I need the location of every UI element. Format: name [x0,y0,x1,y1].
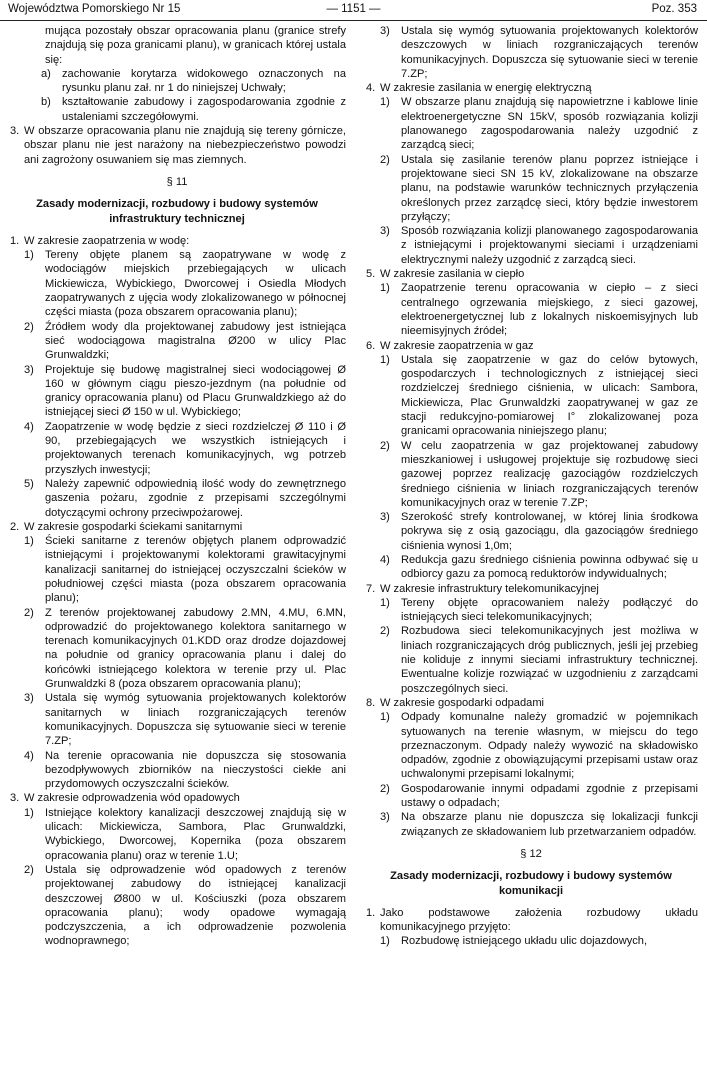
item-text: Tereny objęte opracowaniem należy podłączyć do istniejących sieci telekomunikacyjnych; [401,596,698,624]
sub-list-item [364,782,698,811]
item-number: 3) [24,363,34,376]
item-text: Zaopatrzenie terenu opracowania w ciepło – z sieci centralnego ogrzewania miejskiego, z sieci gazowej, elektroenergetycznej lub z lokalnych niskoemisyjnych lub nieemisyjnych źródeł; [401,282,698,338]
item-text: Zaopatrzenie w wodę będzie z sieci rozdzielczej Ø 110 i Ø 90, przebiegających we wszystkich istniejących i projektowanych terenach komunikacyjnych, wg potrzeb przyszłych inwestycji; [45,420,346,476]
item-number: 3) [380,511,390,524]
sub-list-item [8,420,346,477]
sub-list-item [8,691,346,748]
list-item [364,339,698,353]
list-item [364,582,698,596]
list-item [364,81,698,95]
item-text: Na obszarze planu nie dopuszcza się lokalizacji funkcji związanych ze składowaniem lub przetwarzaniem odpadów. [401,811,698,838]
item-number: 5) [24,477,34,490]
sub-list-item [8,320,346,363]
item-number: 2) [24,320,34,333]
sub-list-item [364,596,698,625]
item-text: W zakresie odprowadzenia wód opadowych [24,792,240,805]
item-number: 1. [366,906,376,919]
sub-list-item [364,224,698,267]
item-number: 6. [366,339,376,352]
item-text: Szerokość strefy kontrolowanej, w której linia środkowa pokrywa się z osią gazociągu, dla gazociągów średniego ciśnienia wynosi 1,0m; [401,511,698,552]
item-number: a) [41,67,51,80]
item-text: W zakresie zaopatrzenia w gaz [380,339,534,352]
list-item [8,124,346,167]
item-text: W zakresie infrastruktury telekomunikacyjnej [380,582,599,595]
item-text: kształtowanie zabudowy i zagospodarowania zgodnie z ustaleniami szczegółowymi. [62,96,346,123]
right-column [364,24,698,949]
item-number: b) [41,96,51,109]
list-item [364,906,698,935]
sub-list-item [8,863,346,949]
item-number: 1. [10,234,20,247]
journal-title: Województwa Pomorskiego Nr 15 [8,3,181,15]
item-number: 2) [24,863,34,876]
item-number: 1) [24,249,34,262]
item-number: 2) [380,439,390,452]
sub-list-item [364,553,698,582]
sub-list-item [364,624,698,695]
item-text: Redukcja gazu średniego ciśnienia powinna odbywać się u odbiorcy gazu za pomocą reduktorów indywidualnych; [401,553,698,581]
item-number: 2. [10,520,20,533]
item-text: Źródłem wody dla projektowanej zabudowy jest istniejąca sieć wodociągowa magistralna Ø200 w ulicy Plac Grunwaldzki; [45,320,346,362]
item-text: Projektuje się budowę magistralnej sieci wodociągowej Ø 160 w głównym ciągu pieszo-jezdnym (na południe od granicy opracowania planu) od Placu Grunwaldzkiego aż do istniejącej sieci Ø 150 w ul. Wybickiego; [45,363,346,419]
sub-list-item [8,363,346,420]
sub-sub-list-item [8,95,346,124]
item-text: W celu zaopatrzenia w gaz projektowanej zabudowy mieszkaniowej i usługowej projektuje się rozbudowę sieci gazowej poprzez realizację gazociągów rozdzielczych średniego ciśnienia w liniach rozgraniczających terenów komunikacyjnych oraz w terenie 7.ZP; [401,439,698,509]
item-number: 1) [380,282,390,295]
item-number: 7. [366,582,376,595]
item-text: Istniejące kolektory kanalizacji deszczowej znajdują się w ulicach: Mickiewicza, Sambora, Plac Grunwaldzki, Wybickiego, Dworcowej, Kopernika (poza obszarem opracowania planu) oraz w terenie 1.U; [45,806,346,862]
item-text: W zakresie zasilania w ciepło [380,268,525,281]
item-text: Ustala się wymóg sytuowania projektowanych kolektorów deszczowych w liniach rozgraniczających terenów komunikacyjnych. Dopuszcza się sytuowanie sieci w terenie 7.ZP; [401,25,698,80]
page-number: — 1151 — [326,3,381,15]
item-number: 4) [24,420,34,433]
item-number: 3) [380,225,390,238]
section-title: Zasady modernizacji, rozbudowy i budowy systemów infrastruktury technicznej [36,198,318,225]
item-text: Tereny objęte planem są zaopatrywane w wodę z wodociągów miejskich przebiegających w ulicach Mickiewicza, Wybickiego, Dworcowej i Osiedla Młodych zaopatrywanych z ujęcia wody zlokalizowanego w północnej części miasta (poza obszarem opracowania planu); [45,249,346,319]
item-text: Sposób rozwiązania kolizji planowanego zagospodarowania z istniejącymi i projektowanymi sieciami i urządzeniami elektrycznymi należy uzgodnić z zarządcą sieci. [401,225,698,266]
left-column [8,24,346,949]
item-text: zachowanie korytarza widokowego oznaczonych na rysunku planu zał. nr 1 do niniejszej Uchwały; [62,67,346,95]
item-number: 1) [380,596,390,609]
item-number: 2) [24,606,34,619]
list-item [8,791,346,805]
item-number: 1) [380,935,390,948]
item-text: Gospodarowanie innymi odpadami zgodnie z przepisami ustawy o odpadach; [401,782,698,810]
item-text: Ścieki sanitarne z terenów objętych planem odprowadzić istniejącymi i projektowanymi kolektorami grawitacyjnymi kanalizacji sanitarnej do istniejącej oczyszczalni ścieków w południowej części miasta (poza obszarem opracowania planu); [45,535,346,605]
item-number: 2) [380,782,390,795]
position-number: Poz. 353 [651,3,697,15]
item-text: Ustala się zaopatrzenie w gaz do celów bytowych, gospodarczych i technologicznych z istniejącej sieci rozdzielczej średniego ciśnienia, w ulicach: Sambora, Mickiewicza, Plac Grunwaldzki zaopatrywanej w gaz ze stacji redukcyjno-pomiarowej I° zlokalizowanej poza granicami opracowania niniejszego planu; [401,353,698,438]
item-text: Należy zapewnić odpowiednią ilość wody do zewnętrznego gaszenia pożaru, zgodnie z przepisami szczególnymi dotyczącymi ochrony przeciwpożarowej. [45,477,346,519]
item-text: Ustala się wymóg sytuowania projektowanych kolektorów sanitarnych w liniach rozgraniczających terenów komunikacyjnych. Dopuszcza się sytuowanie sieci w terenie 7.ZP; [45,692,346,748]
item-number: 4) [24,749,34,762]
item-number: 1) [380,353,390,366]
list-item [364,267,698,281]
section-title: Zasady modernizacji, rozbudowy i budowy systemów komunikacji [390,870,672,897]
sub-list-item [364,934,698,948]
item-text: W zakresie zasilania w energię elektryczną [380,82,592,95]
page-header [0,0,707,21]
item-number: 4. [366,82,376,95]
item-number: 2) [380,625,390,638]
item-text: Jako podstawowe założenia rozbudowy układu komunikacyjnego przyjęto: [380,906,698,934]
sub-list-item [364,24,698,81]
sub-list-item [8,248,346,319]
item-text: Na terenie opracowania nie dopuszcza się stosowania bezodpływowych zbiorników na nieczystości ciekłe ani przydomowych oczyszczalni ścieków. [45,749,346,791]
paragraph-continuation: mująca pozostały obszar opracowania planu (granice strefy znajdują się poza granicami planu), w granicach której ustala się: [45,25,346,66]
item-number: 2) [380,153,390,166]
item-text: W zakresie gospodarki odpadami [380,696,545,709]
item-number: 1) [380,96,390,109]
item-number: 8. [366,696,376,709]
sub-list-item [364,710,698,781]
sub-list-item [364,95,698,152]
item-number: 3) [380,25,390,37]
sub-list-item [364,510,698,553]
section-number: § 12 [520,847,542,860]
section-number: § 11 [166,175,188,188]
sub-sub-list-item [8,67,346,96]
sub-list-item [8,477,346,520]
list-item [364,696,698,710]
item-text: W obszarze opracowania planu nie znajdują się tereny górnicze, obszar planu nie jest narażony na niebezpieczeństwo powodzi ani zagrożony osuwaniem się mas ziemnych. [24,125,346,166]
item-text: Rozbudowa sieci telekomunikacyjnych jest możliwa w liniach rozgraniczających dróg publicznych, jeśli jej przebieg nie koliduje z innymi sieciami infrastruktury technicznej. Ewentualne kolizje rozwiązać w uzgodnieniu z zarządcami poszczególnych sieci. [401,625,698,695]
list-item [8,234,346,248]
item-text: Odpady komunalne należy gromadzić w pojemnikach sytuowanych na terenie własnym, w miejscu do tego przeznaczonym. Odpady należy wywozić na składowisko odpadów, zgodnie z obowiązującymi przepisami ustaw oraz uchwalonymi przepisami lokalnymi; [401,711,698,781]
sub-list-item [364,281,698,338]
item-number: 3) [380,811,390,824]
item-text: W zakresie gospodarki ściekami sanitarnymi [24,520,243,533]
sub-list-item [8,534,346,605]
sub-list-item [364,153,698,224]
list-item [8,520,346,534]
item-text: Rozbudowę istniejącego układu ulic dojazdowych, [401,935,648,948]
item-text: W zakresie zaopatrzenia w wodę: [24,234,190,247]
sub-list-item [364,810,698,839]
item-number: 1) [24,535,34,548]
item-number: 3) [24,692,34,705]
item-number: 1) [380,711,390,724]
item-number: 4) [380,553,390,566]
sub-list-item [8,606,346,692]
sub-list-item [364,439,698,510]
item-number: 3. [10,792,20,805]
item-number: 1) [24,806,34,819]
item-text: Ustala się zasilanie terenów planu poprzez istniejące i projektowane sieci SN 15 kV, zlokalizowane na obszarze planu, na podstawie warunków technicznych przyłączenia określonych przez zarządcę sieci, który będzie inwestorem przyłączy; [401,153,698,223]
item-text: Ustala się odprowadzenie wód opadowych z terenów projektowanej zabudowy do istniejącej kanalizacji deszczowej Ø800 w ul. Kościuszki (poza obszarem opracowania planu); wody opadowe wymagają podczyszczenia, a ich odprowadzenie pozwolenia wodnoprawnego; [45,863,346,948]
item-number: 5. [366,268,376,281]
sub-list-item [8,749,346,792]
item-number: 3. [10,125,20,138]
item-text: W obszarze planu znajdują się napowietrzne i kablowe linie elektroenergetyczne SN 15kV, sposób rozwiązania kolizji planowanego zagospodarowania należy uzgodnić z zarządcą sieci; [401,96,698,152]
sub-list-item [8,806,346,863]
sub-list-item [364,353,698,439]
item-text: Z terenów projektowanej zabudowy 2.MN, 4.MU, 6.MN, odprowadzić do projektowanego kolektora sanitarnego w terenach komunikacyjnych 01.KDD oraz drodze dojazdowej na południe od granicy opracowania planu i dalej do końcówki istniejącego kolektora w terenie przy ul. Plac Grunwaldzki 8 (poza obszarem opracowania planu); [45,606,346,691]
